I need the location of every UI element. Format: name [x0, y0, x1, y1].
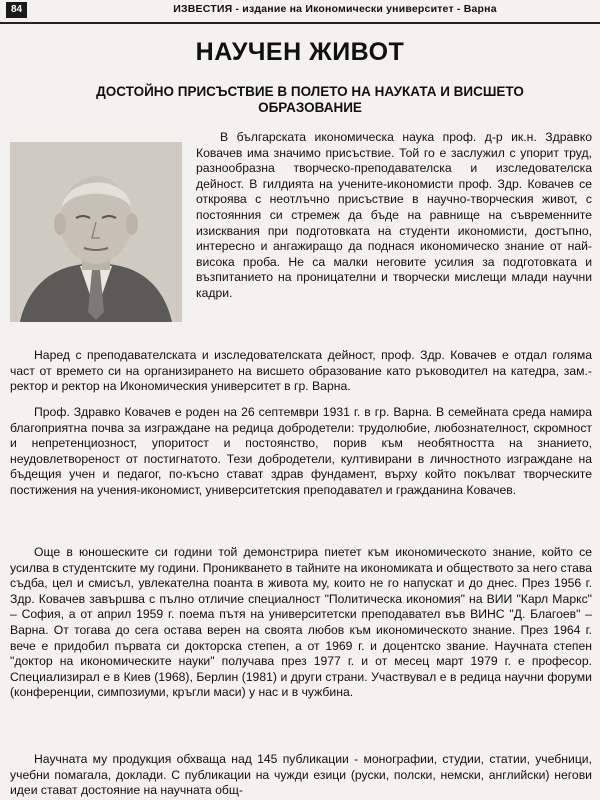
- portrait-illustration: [10, 142, 182, 322]
- paragraph-2: Наред с преподавателската и изследователската дейност, проф. Здр. Ковачев е отдал голяма част от времето си на организирането на висшето образование като ръководител на катедра, зам.- ректор и ректор на Икономическия университет в гр. Варна.: [10, 348, 592, 394]
- paragraph-4: Още в юношеските си години той демонстрира пиетет към икономическото знание, който се усилва в студентските му години. Проникването в тайните на икономиката и обществото за него става съдба, цел и смисъл, увлекателна поанта в живота му, които не го напускат и до днес. През 1956 г. Здр. Ковачев завършва с пълно отличие специалност "Политическа икономия" на ВИИ "Карл Маркс" – София, а от април 1959 г. поема пътя на университетски преподавател във ВИНС "Д. Благоев" – Варна. От тогава до сега остава верен на своята любов към икономическото знание. През 1964 г. вече е придобил първата си докторска степен, а от 1969 г. и доцентско звание. Научната степен "доктор на икономическите науки" получава през 1977 г. и от месец март 1979 г. е професор. Специализирал е в Киев (1968), Берлин (1981) и други страни. Участвувал е в редица научни форуми (конференции, симпозиуми, кръгли маси) у нас и в чужбина.: [10, 545, 592, 700]
- section-title: НАУЧЕН ЖИВОТ: [195, 38, 405, 66]
- running-header: [0, 0, 600, 24]
- portrait-photo: [10, 142, 182, 322]
- paragraph-3: Проф. Здравко Ковачев е роден на 26 септември 1931 г. в гр. Варна. В семейната среда намира благоприятна почва за изграждане на редица добродетели: трудолюбие, любознателност, скромност и непретенциозност, упоритост и постоянство, порив към необятността на знанието, неудовлетвореност от постигнатото. Тези добродетели, култивирани в личностното изграждане на бъдещия учен и педагог, по-късно стават здрав фундамент, върху който покълват творческите постижения на учения-икономист, университетския преподавател и гражданина Ковачев.: [10, 405, 592, 497]
- article-subtitle: ДОСТОЙНО ПРИСЪСТВИЕ В ПОЛЕТО НА НАУКАТА И ВИСШЕТО ОБРАЗОВАНИЕ: [96, 84, 524, 115]
- paragraph-1: В българската икономическа наука проф. д-р ик.н. Здравко Ковачев има значимо присъствие. Той го е заслужил с упорит труд, разнообразна творческо-преподавателска и изследователска дейност. В гилдията на учените-икономисти проф. Здр. Ковачев се откроява с неотлъчно присъствие в научно-творческия живот, с постоянния си стремеж да бъде на равнище на съвременните изисквания при подготовката на студенти икономисти, достъпно, интересно и ангажиращо да поднася икономическо знание от най-висока проба. Не са малки неговите усилия за подготовката и възпитанието на проницателни и творчески мислещи млади научни кадри.: [196, 130, 592, 300]
- paragraph-5: Научната му продукция обхваща над 145 публикации - монографии, студии, статии, учебници, учебни помагала, доклади. С публикации на чужди езици (руски, полски, немски, английски) негови идеи стават достояние на научната общ-: [10, 752, 592, 798]
- running-head-title: ИЗВЕСТИЯ - издание на Икономически университет - Варна: [173, 3, 497, 15]
- page-number: 84: [6, 2, 27, 18]
